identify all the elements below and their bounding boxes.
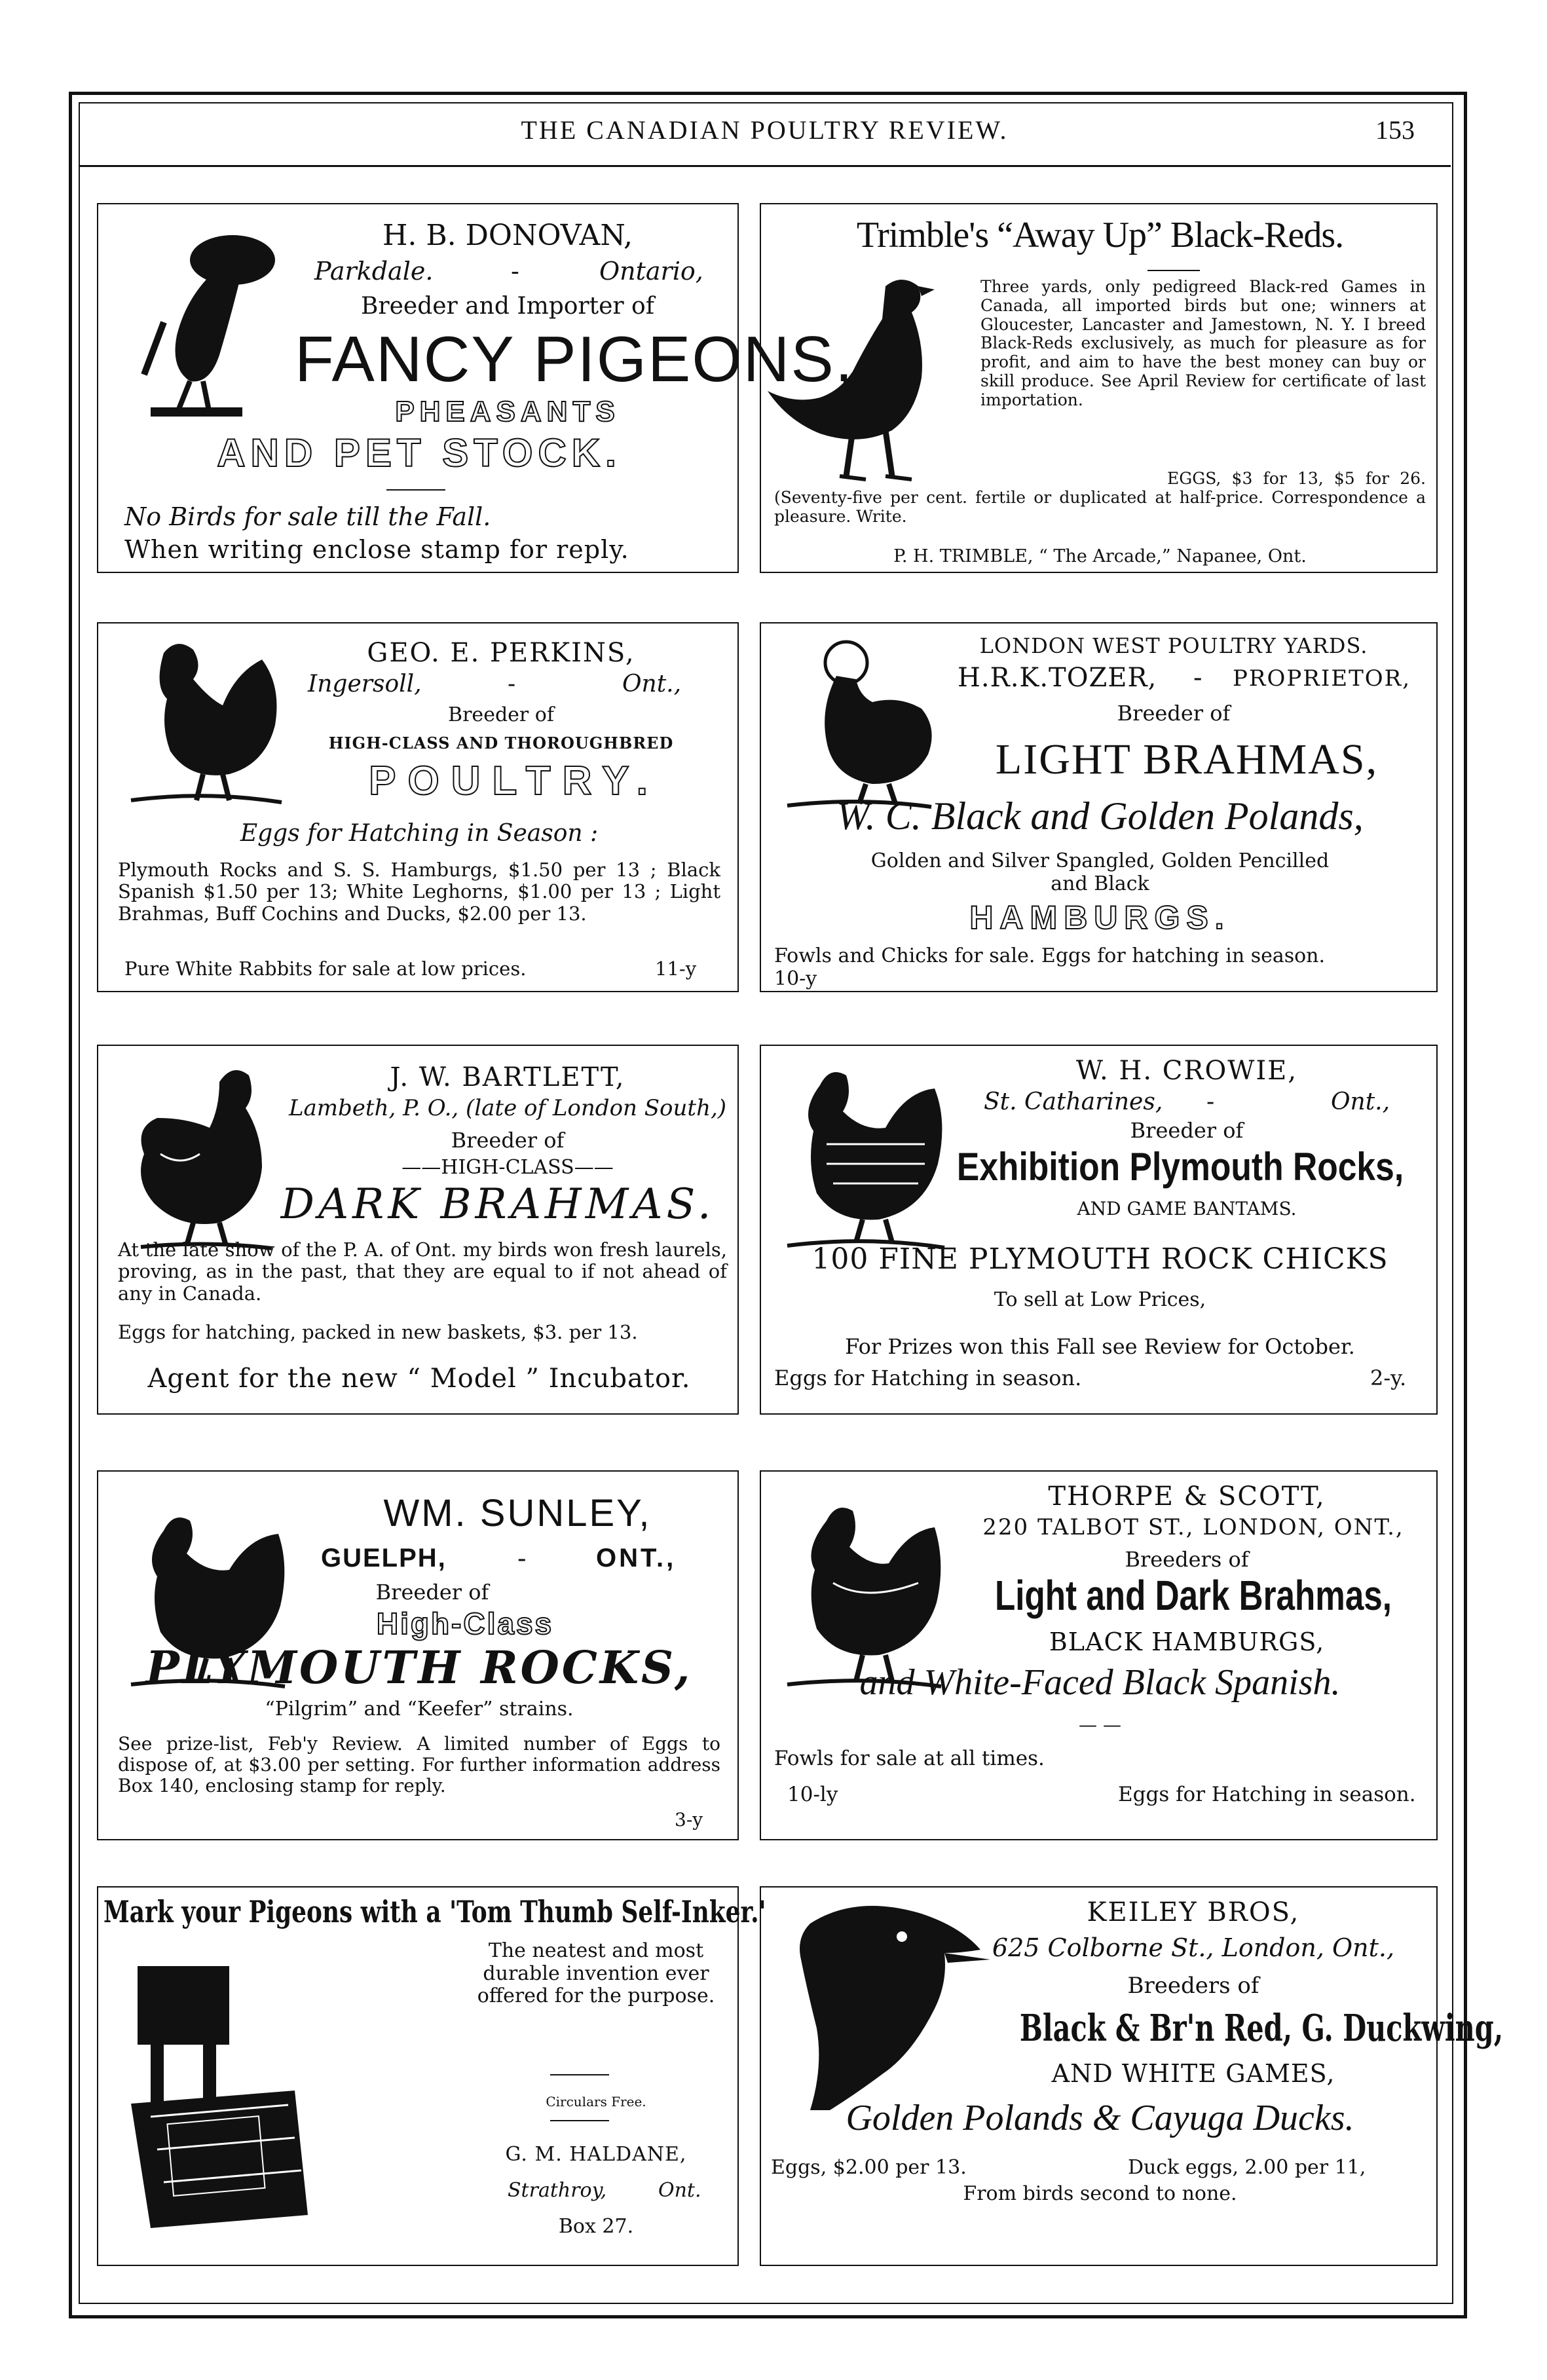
breeder-name: J. W. BARTLETT, — [390, 1062, 625, 1092]
separator-dash: - — [1206, 1088, 1215, 1115]
subhead-games: AND WHITE GAMES, — [1051, 2059, 1335, 2088]
self-inker-stamp-icon — [111, 1960, 373, 2235]
headline: Trimble's “Away Up” Black-Reds. — [856, 215, 1344, 255]
subhead-pet-stock: AND PET STOCK. — [217, 431, 622, 475]
breeder-name: H. B. DONOVAN, — [382, 219, 633, 252]
divider — [550, 2074, 609, 2075]
headline: Mark your Pigeons with a 'Tom Thumb Self-Inker.' — [103, 1894, 766, 1929]
rooster-icon — [124, 633, 288, 810]
ad-code: 10-y — [774, 967, 817, 990]
headline: PLYMOUTH ROCKS, — [145, 1642, 693, 1694]
breeder-place: St. Catharines, — [984, 1088, 1163, 1115]
breeder-province: Ont., — [622, 671, 682, 697]
breeder-place: GUELPH, — [321, 1544, 447, 1572]
headline: Light and Dark Brahmas, — [995, 1572, 1392, 1619]
ad-keiley — [760, 1886, 1504, 2266]
breeder-province: Ontario, — [599, 257, 703, 286]
ad-crowie — [760, 1045, 1438, 1415]
breeder-province: Ont., — [1331, 1088, 1390, 1115]
eggs-pricing: EGGS, $3 for 13, $5 for 26. (Seventy-five per cent. fertile or duplicated at half-price. Correspondence a pleasure. Write. — [774, 469, 1426, 526]
footer-line: Agent for the new “ Model ” Incubator. — [147, 1364, 691, 1394]
fowls-note: Fowls for sale at all times. — [774, 1747, 1045, 1770]
pigeon-icon — [124, 224, 295, 420]
headline-chicks: 100 FINE PLYMOUTH ROCK CHICKS — [811, 1242, 1389, 1276]
separator-dash: - — [1193, 663, 1202, 693]
subhead-hamburgs: BLACK HAMBURGS, — [1049, 1627, 1325, 1656]
prizes-note: For Prizes won this Fall see Review for October. — [845, 1334, 1355, 1359]
chicks-note: To sell at Low Prices, — [994, 1288, 1206, 1311]
divider-2 — [550, 2120, 609, 2121]
breeder-place: Ingersoll, — [308, 671, 422, 697]
breeder-description: Breeder of — [451, 1128, 565, 1153]
footer-line: Pure White Rabbits for sale at low prices. — [124, 958, 527, 980]
ad-perkins — [97, 622, 739, 992]
subhead-hamburgs: HAMBURGS. — [969, 899, 1231, 936]
ad-trimble — [760, 203, 1438, 573]
separator-dash: - — [517, 1544, 527, 1574]
headline: Exhibition Plymouth Rocks, — [956, 1145, 1404, 1189]
ad-code: 3-y — [675, 1809, 703, 1831]
ad-bartlett — [97, 1045, 739, 1415]
breeder-description: Breeders of — [1125, 1547, 1249, 1572]
headline: Black & Br'n Red, G. Duckwing, — [1019, 2007, 1504, 2050]
ad-thorpe-scott — [760, 1470, 1438, 1840]
breeder-subtitle: ——HIGH-CLASS—— — [401, 1156, 614, 1179]
description: See prize-list, Feb'y Review. A limited number of Eggs to dispose of, at $3.00 per setting. For further information address Box 140, enclosing stamp for reply. — [118, 1733, 720, 1797]
breeder-name: KEILEY BROS, — [1087, 1897, 1300, 1927]
description: Three yards, only pedigreed Black-red Games in Canada, all imported birds but one; winners at Gloucester, Lancaster and Jamestown, N. Y. I breed Black-Reds exclusively, as much for pleasure as for profit, and aim to have the best money can buy or skill produce. See April Review for certificate of last importation. — [980, 277, 1426, 409]
breeds-line: Golden and Silver Spangled, Golden Pencilled — [870, 849, 1330, 872]
footer-line: Fowls and Chicks for sale. Eggs for hatching in season. — [774, 944, 1326, 967]
breeder-place: Lambeth, P. O., (late of London South,) — [288, 1095, 727, 1121]
gamecock-icon — [761, 267, 977, 499]
breeder-description: Breeders of — [1127, 1973, 1259, 1999]
divider — [386, 489, 445, 491]
breeder-name: WM. SUNLEY, — [383, 1492, 652, 1534]
breeder-name: G. M. HALDANE, — [505, 2143, 687, 2166]
duck-eggs-pricing: Duck eggs, 2.00 per 11, — [1128, 2156, 1366, 2179]
breeder-place: Strathroy, — [508, 2179, 607, 2202]
footer-line: Eggs for Hatching in season. — [774, 1366, 1082, 1390]
proprietor-name: H.R.K.TOZER, — [958, 663, 1157, 693]
game-cock-head-icon — [771, 1897, 994, 2113]
circulars-note: Circulars Free. — [546, 2094, 646, 2110]
dark-brahma-icon — [121, 1056, 291, 1252]
eggs-pricing: Eggs for hatching, packed in new baskets, $3. per 13. — [118, 1321, 638, 1343]
eggs-pricing: Eggs, $2.00 per 13. — [771, 2156, 967, 2179]
description: At the late show of the P. A. of Ont. my birds won fresh laurels, proving, as in the past, that they are equal to if not ahead of any in Canada. — [118, 1238, 727, 1305]
breeder-address: 220 TALBOT ST., LONDON, ONT., — [982, 1514, 1404, 1540]
ad-tozer — [760, 622, 1438, 992]
note: No Birds for sale till the Fall. — [124, 502, 491, 531]
headline-polands: W. C. Black and Golden Polands, — [836, 794, 1364, 838]
headline: FANCY PIGEONS, — [295, 323, 854, 395]
divider — [1147, 270, 1200, 271]
page-number: 153 — [1375, 115, 1415, 145]
description: The neatest and most durable invention ever offered for the purpose. — [477, 1939, 715, 2007]
headline-spanish: and White-Faced Black Spanish. — [859, 1662, 1341, 1703]
breeder-description: Breeder of — [1130, 1118, 1244, 1143]
breeder-province: Ont. — [658, 2179, 701, 2202]
breeder-address: 625 Colborne St., London, Ont., — [992, 1933, 1395, 1962]
divider: — — — [1079, 1714, 1121, 1736]
breeder-province: ONT., — [596, 1544, 677, 1572]
header-rule — [79, 165, 1451, 167]
box-number: Box 27. — [558, 2215, 634, 2238]
footer-line: When writing enclose stamp for reply. — [124, 535, 629, 564]
breeder-description: Breeder of — [448, 703, 554, 726]
headline: DARK BRAHMAS. — [280, 1180, 715, 1229]
page-header — [79, 115, 1451, 160]
breeder-subtitle: HIGH-CLASS AND THOROUGHBRED — [328, 734, 674, 753]
ad-code: 2-y. — [1370, 1366, 1407, 1390]
subhead-pheasants: PHEASANTS — [395, 396, 620, 428]
footer-line: Eggs for Hatching in season. — [1118, 1783, 1416, 1806]
ad-haldane — [97, 1886, 766, 2266]
journal-title: THE CANADIAN POULTRY REVIEW. — [521, 115, 1009, 145]
note: Eggs for Hatching in Season : — [240, 820, 599, 847]
proprietor-role: PROPRIETOR, — [1233, 665, 1411, 692]
breeder-description: Breeder and Importer of — [360, 293, 655, 320]
signature: P. H. TRIMBLE, “ The Arcade,” Napanee, Ont. — [893, 546, 1307, 567]
headline: POULTRY. — [369, 758, 660, 804]
breeder-description: Breeder of — [1117, 701, 1231, 726]
farm-name: LONDON WEST POULTRY YARDS. — [979, 633, 1368, 658]
breeder-name: W. H. CROWIE, — [1075, 1056, 1298, 1086]
ad-code: 11-y — [655, 958, 697, 980]
ad-donovan — [97, 203, 854, 573]
ad-sunley — [97, 1470, 739, 1840]
plymouth-rock-icon — [774, 1059, 958, 1255]
subhead-high-class: High-Class — [376, 1607, 554, 1641]
footer-line: From birds second to none. — [963, 2182, 1237, 2205]
separator-dash: - — [508, 671, 516, 697]
separator-dash: - — [511, 257, 519, 286]
strains: “Pilgrim” and “Keefer” strains. — [265, 1698, 574, 1720]
headline-polands: Golden Polands & Cayuga Ducks. — [846, 2098, 1354, 2138]
brahma-hen-icon — [774, 637, 944, 813]
breeds-line-2: and Black — [1051, 872, 1149, 895]
breeder-description: Breeder of — [375, 1580, 489, 1605]
subhead-bantams: AND GAME BANTAMS. — [1077, 1198, 1297, 1219]
ad-code: 10-ly — [787, 1783, 838, 1806]
breeder-place: Parkdale. — [314, 257, 434, 286]
headline: LIGHT BRAHMAS, — [995, 735, 1379, 783]
pricing: Plymouth Rocks and S. S. Hamburgs, $1.50 per 13 ; Black Spanish $1.50 per 13; White Leghorns, $1.00 per 13 ; Light Brahmas, Buff Cochins and Ducks, $2.00 per 13. — [118, 859, 720, 925]
breeder-name: GEO. E. PERKINS, — [367, 638, 635, 668]
breeder-name: THORPE & SCOTT, — [1048, 1481, 1326, 1512]
